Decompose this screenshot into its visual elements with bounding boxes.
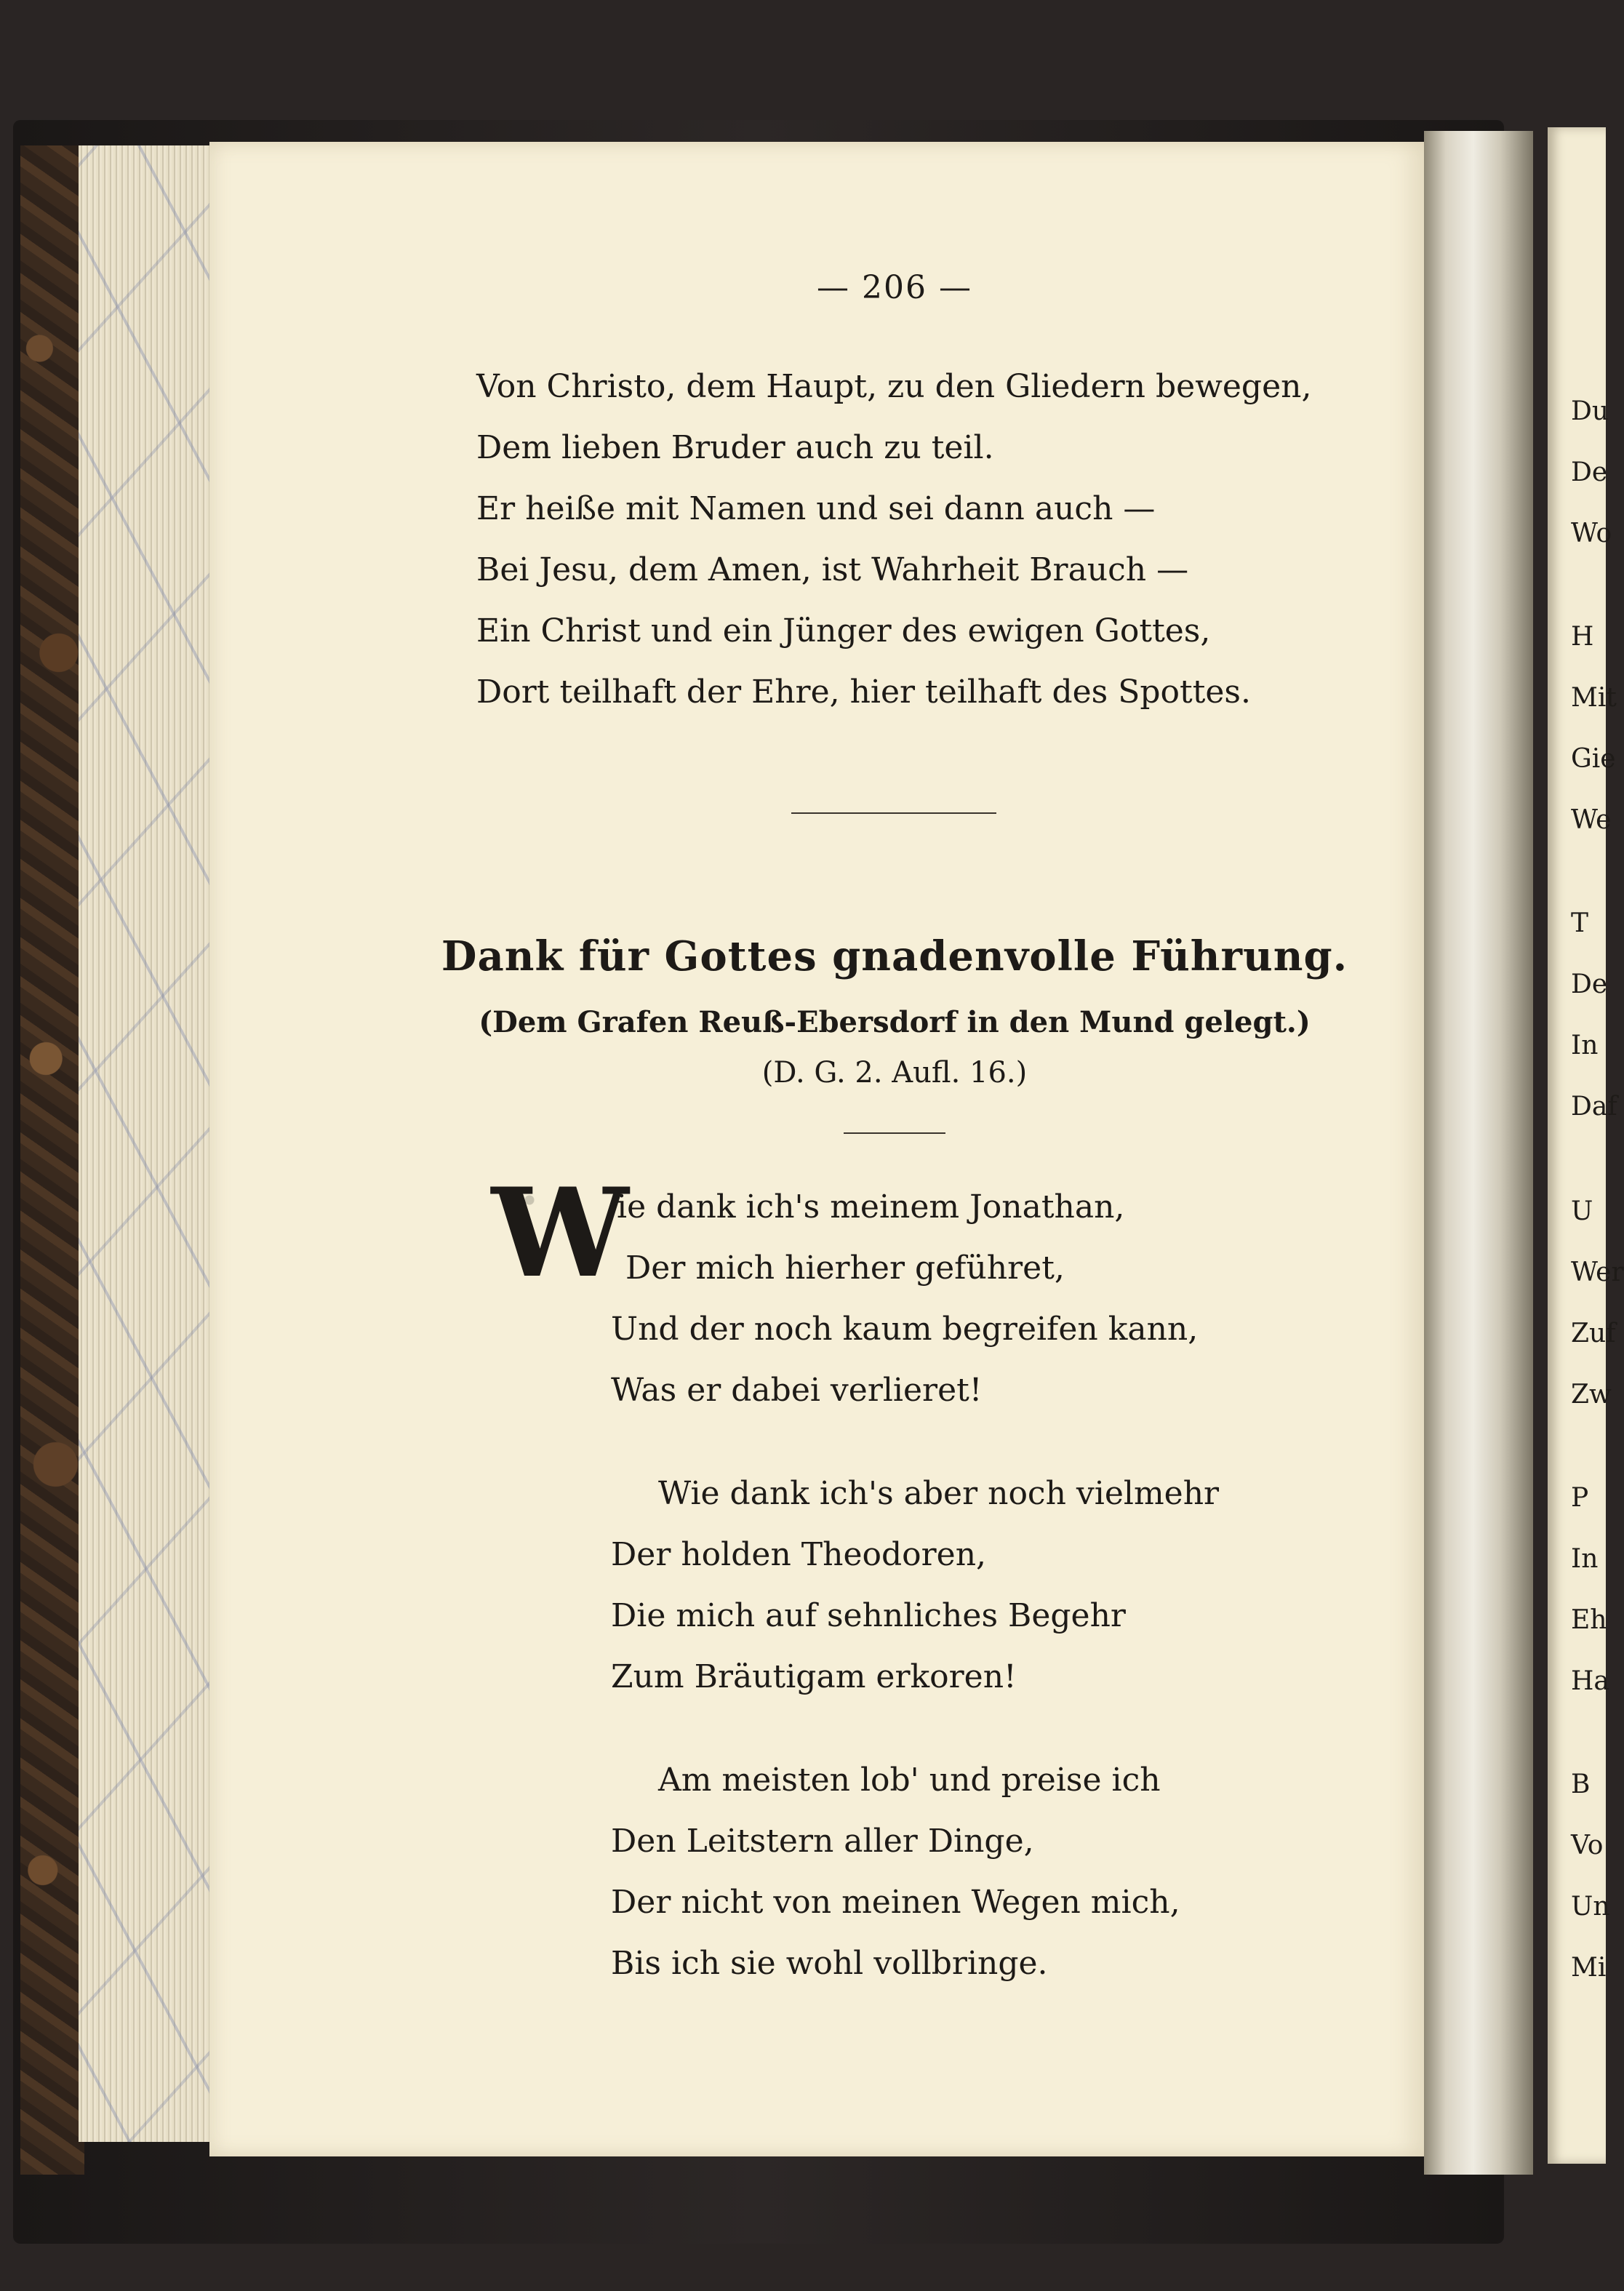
verse-line: Den Leitstern aller Dinge, [611,1823,1034,1860]
section-divider [791,812,996,814]
facing-fragment: De [1571,969,1608,999]
facing-fragment: In [1571,1544,1599,1574]
verse-line: Und der noch kaum begreifen kann, [611,1311,1199,1348]
verse-line: Am meisten lob' und preise ich [658,1762,1161,1799]
verse-line: Wie dank ich's aber noch vielmehr [658,1475,1220,1512]
verse-line: Was er dabei verlieret! [611,1372,983,1409]
page-number: — 206 — [817,269,972,306]
facing-fragment: H [1571,622,1594,652]
facing-fragment: U [1571,1196,1593,1226]
facing-fragment: Gie [1571,744,1616,774]
facing-fragment: P [1571,1483,1589,1513]
facing-fragment: Daf [1571,1092,1617,1121]
facing-fragment: In [1571,1031,1599,1060]
poem-source: (D. G. 2. Aufl. 16.) [761,1056,1028,1089]
facing-fragment: Du [1571,396,1609,426]
facing-fragment: Wer [1571,1258,1624,1287]
verse-line: Bei Jesu, dem Amen, ist Wahrheit Brauch — [476,551,1189,588]
verse-line: Die mich auf sehnliches Begehr [611,1597,1126,1634]
facing-fragment: Eh [1571,1605,1607,1635]
verse-line: Er heiße mit Namen und sei dann auch — [476,490,1156,527]
facing-fragment: Zw [1571,1380,1612,1410]
facing-fragment: B [1571,1770,1591,1799]
poem-title: Dank für Gottes gnadenvolle Führung. [441,932,1348,980]
drop-cap: W [491,1161,629,1305]
verse-line: Der mich hierher geführet, [625,1250,1065,1287]
facing-fragment: Ha [1571,1666,1609,1696]
facing-fragment: De [1571,457,1608,487]
facing-fragment: Zuf [1571,1319,1616,1348]
facing-fragment: Un [1571,1892,1610,1922]
title-divider [844,1132,945,1134]
facing-fragment: Wo [1571,519,1612,548]
facing-fragment: T [1571,908,1589,938]
facing-fragment: Mi [1571,1953,1607,1983]
verse-line: Ein Christ und ein Jünger des ewigen Gottes, [476,612,1211,649]
verse-line: Dem lieben Bruder auch zu teil. [476,429,994,466]
verse-line: Von Christo, dem Haupt, zu den Gliedern bewegen, [476,368,1312,405]
facing-fragment: We [1571,805,1612,835]
verse-line: ie dank ich's meinem Jonathan, [617,1188,1125,1226]
verse-line: Bis ich sie wohl vollbringe. [611,1945,1048,1982]
facing-fragment: Vo [1571,1831,1604,1860]
verse-line: Der holden Theodoren, [611,1536,987,1573]
facing-fragment: Mit [1571,683,1617,713]
verse-line: Zum Bräutigam erkoren! [611,1658,1017,1695]
verse-line: Dort teilhaft der Ehre, hier teilhaft des Spottes. [476,673,1251,711]
verse-line: Der nicht von meinen Wegen mich, [611,1884,1180,1921]
poem-subtitle: (Dem Grafen Reuß-Ebersdorf in den Mund gelegt.) [479,1005,1311,1039]
